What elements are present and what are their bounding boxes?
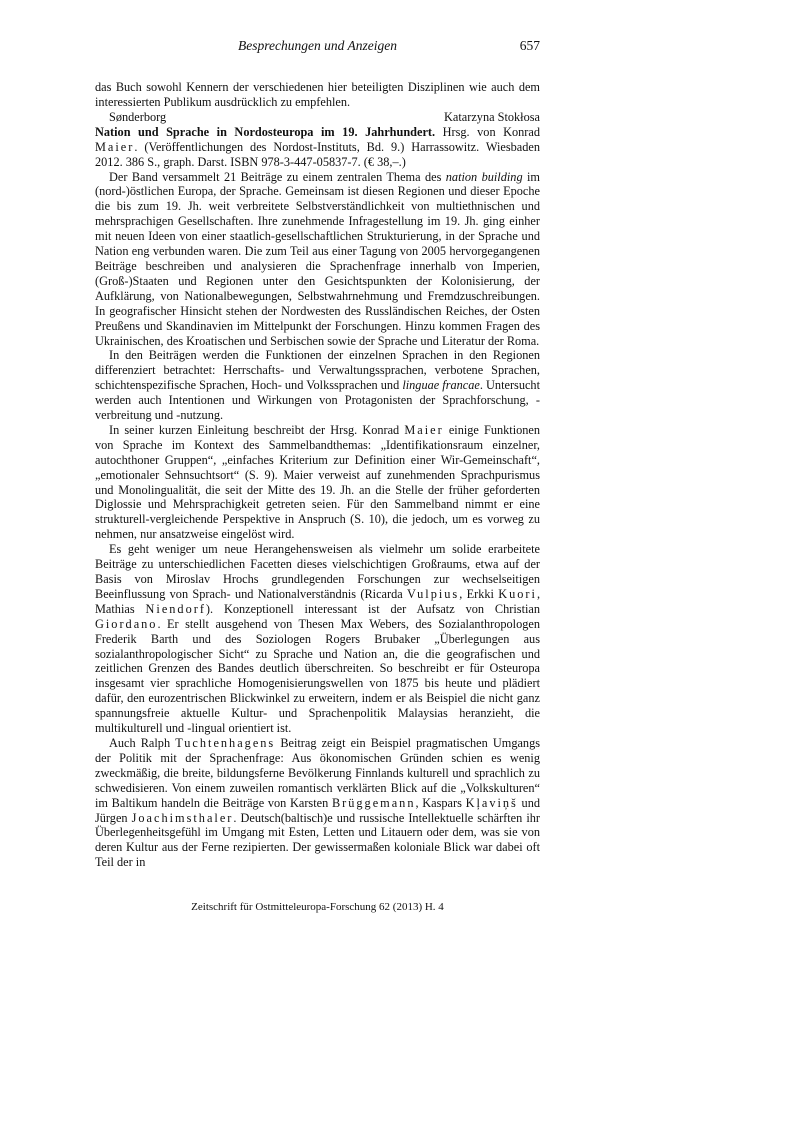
author-name-maier: Maier <box>404 422 444 437</box>
journal-page <box>95 38 541 913</box>
paragraph-2: In den Beiträgen werden die Funktionen der einzelnen Sprachen in den Regionen differenziert betrachtet: Herrschafts- und Verwaltungssprachen, verbotene Sprachen, schichtenspezifische Sprachen, Hoch- und Volkssprachen und linguae francae. Untersucht werden auch Intentionen und Wirkungen von Protagonisten der Sprachforschung, -verbreitung und -nutzung. <box>95 348 540 423</box>
bibliographic-details: . (Veröffentlichungen des Nordost-Instituts, Bd. 9.) Harrassowitz. Wiesbaden 2012. 386 S., graph. Darst. ISBN 978-3-447-05837-7. (€ 38,–.) <box>95 139 540 169</box>
page-body <box>95 80 540 870</box>
author-name-vulpius: Vulpius <box>407 586 460 601</box>
emphasis-linguae-francae: linguae francae <box>402 378 480 393</box>
reviewer-place: Sønderborg <box>109 109 167 124</box>
author-name-klavins: Kļaviņš <box>465 795 518 810</box>
author-name-brueggemann: Brüggemann <box>331 795 416 810</box>
editor-prefix: Hrsg. von Konrad <box>442 124 540 139</box>
emphasis-nation-building: nation building <box>445 169 523 184</box>
review-signature <box>95 110 540 125</box>
previous-review-closing: das Buch sowohl Kennern der verschiedenen hier beteiligten Disziplinen wie auch dem interessierten Publikum ausdrücklich zu empfehlen. <box>95 80 540 109</box>
running-title: Besprechungen und Anzeigen <box>238 38 397 53</box>
editor-name: Maier <box>95 139 135 154</box>
author-name-tuchtenhagen: Tuchtenhagens <box>175 735 276 750</box>
paragraph-4: Es geht weniger um neue Herangehensweisen als vielmehr um solide erarbeitete Beiträge zu unterschiedlichen Facetten dieses vielschichtigen Großraums, etwa auf der Basis von Miroslav Hrochs grundlegenden Forschungen zur wechselseitigen Beeinflussung von Sprach- und Nationalverständnis (Ricarda Vulpius, Erkki Kuori, Mathias Niendorf). Konzeptionell interessant ist der Aufsatz von Christian Giordano. Er stellt ausgehend von Thesen Max Webers, des Sozialanthropologen Frederik Barth und des Soziologen Rogers Brubaker „Überlegungen aus sozialanthropologischer Sicht“ zu Sprache und Nation an, die die geografischen und zeitlichen Grenzen des Bandes deutlich überschreiten. So beschreibt er für Osteuropa insgesamt vier sprachliche Homogenisierungswellen von 1875 bis heute und plädiert dafür, den eurozentrischen Blickwinkel zu erweitern, indem er als Beispiel die nicht ganz spannungsfreie aktuelle Kultur- und Sprachenpolitik Malaysias heranzieht, die multikulturell und -lingual orientiert ist. <box>95 542 541 736</box>
paragraph-1: Der Band versammelt 21 Beiträge zu einem zentralen Thema des nation building im (nord-)östlichen Europa, der Sprache. Gemeinsam ist diesen Regionen und dieser Epoche die bis zum 19. Jh. weit verbreitete Selbstverständlichkeit von multiethnischen und mehrsprachigen Gesellschaften. Ihre zunehmende Infragestellung im 19. Jh. ging einher mit neuen Ideen von einer staatlich-gesellschaftlichen Strukturierung, in der Sprache und Nation eng verbunden waren. Die zum Teil aus einer Tagung von 2005 hervorgegangenen Beiträge beschreiben und analysieren die Sprachenfrage innerhalb von Imperien, (Groß-)Staaten und Regionen unter den Gesichtspunkten der Kolonisierung, der Aufklärung, von Nationalbewegungen, Selbstwahrnehmung und Fremdzuschreibungen. In geografischer Hinsicht stehen der Nordwesten des Russländischen Reiches, der Osten Preußens und Skandinavien im Mittelpunkt der Forschungen. Hinzu kommen Fragen des Ukrainischen, des Kroatischen und Serbischen sowie der Sprache und Literatur der Roma. <box>95 169 540 348</box>
paragraph-3: In seiner kurzen Einleitung beschreibt der Hrsg. Konrad Maier einige Funktionen von Sprache im Kontext des Sammelbandthemas: „Identifikationsraum einzelner, autochthoner Gruppen“, „einfaches Kriterium zur Definition einer Wir-Gemeinschaft“, „emotionaler Sehnsuchtsort“ (S. 9). Maier verweist auf zunehmenden Sprachpurismus und Monolingualität, die seit der Mitte des 19. Jh. an die Stelle der früher geforderten Diglossie und Mehrsprachigkeit getreten seien. Für den Sammelband nimmt er eine strukturell-vergleichende Perspektive in Anspruch (S. 10), die jedoch, um es vorweg zu nehmen, nur ansatzweise eingelöst wird. <box>95 422 541 542</box>
author-name-joachimsthaler: Joachimsthaler <box>131 810 234 825</box>
author-name-niendorf: Niendorf <box>145 601 206 616</box>
page-number: 657 <box>519 38 540 53</box>
review-heading <box>95 125 540 170</box>
paragraph-5: Auch Ralph Tuchtenhagens Beitrag zeigt ein Beispiel pragmatischen Umgangs der Politik mit der Sprachenfrage: Aus ökonomischen Gründen schien es wenig zweckmäßig, die breite, bildungsferne Bevölkerung Finnlands kulturell und sprachlich zu schwedisieren. Von einem zuweilen romantisch verklärten Blick auf die „Volkskulturen“ im Baltikum handeln die Beiträge von Karsten Brüggemann, Kaspars Kļaviņš und Jürgen Joachimsthaler. Deutsch(baltisch)e und russische Intellektuelle schärften ihr Überlegenheitsgefühl im Umgang mit Esten, Letten und Litauern oder dem, was sie von deren Kultur aus der Ferne rezipierten. Der gewissermaßen koloniale Blick war dabei oft Teil der in <box>95 735 541 870</box>
author-name-kuori: Kuori <box>498 586 537 601</box>
book-title: Nation und Sprache in Nordosteuropa im 19. Jahrhundert. <box>95 124 436 139</box>
running-header <box>95 38 540 60</box>
journal-footer: Zeitschrift für Ostmitteleuropa-Forschung 62 (2013) H. 4 <box>191 901 444 913</box>
author-name-giordano: Giordano <box>95 616 158 631</box>
reviewer-name: Katarzyna Stokłosa <box>444 109 540 124</box>
